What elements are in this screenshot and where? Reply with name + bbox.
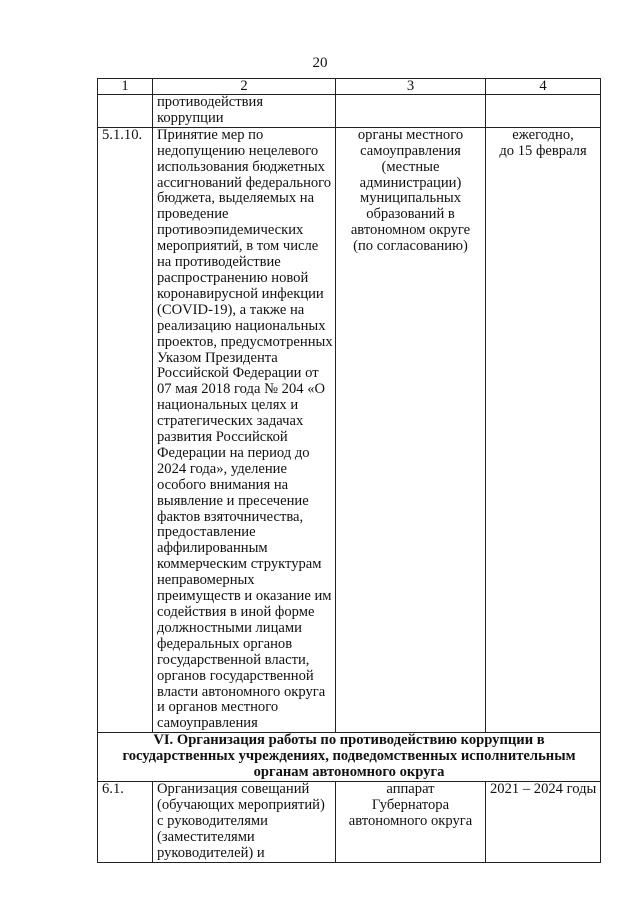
task-cell-line: распространению новой	[157, 269, 309, 286]
column-header: 2	[153, 79, 336, 95]
task-cell-line: фактов взяточничества,	[157, 508, 304, 525]
task-cell-line: коммерческим структурам	[157, 556, 322, 573]
section-heading-line: государственных учреждениях, подведомственных исполнительным	[122, 748, 576, 765]
task-cell-line: проведение	[157, 206, 229, 223]
task-cell-line: использования бюджетных	[157, 158, 325, 175]
task-cell-line: власти автономного округа	[157, 683, 326, 700]
section-heading-line: органам автономного округа	[253, 764, 445, 781]
table-header-row	[98, 79, 601, 95]
task-cell-line: Федерации на период до	[157, 444, 310, 461]
column-header: 1	[98, 79, 153, 95]
executor-cell-line: органы местного	[357, 127, 464, 143]
task-cell-line: Организация совещаний	[157, 781, 310, 797]
task-cell-line: (COVID-19), а также на	[157, 301, 305, 318]
task-cell-line: (обучающих мероприятий)	[157, 796, 325, 813]
column-header: 4	[486, 79, 601, 95]
executor-cell-line: (местные	[381, 158, 440, 175]
task-cell-line: (заместителями	[157, 828, 255, 845]
table-row	[98, 781, 601, 862]
deadline-cell-line: ежегодно,	[512, 127, 574, 143]
row-number	[98, 95, 153, 128]
task-cell-line: Российской Федерации от	[157, 365, 319, 382]
task-cell-line: реализацию национальных	[157, 317, 326, 334]
executor-cell-line: автономного округа	[348, 812, 473, 829]
task-cell-line: мероприятий, в том числе	[157, 238, 319, 255]
section-heading-line: VI. Организация работы по противодействию коррупции в	[153, 732, 545, 749]
task-cell-line: Указом Президента	[157, 349, 278, 366]
task-cell-line: ассигнований федерального	[157, 174, 332, 191]
task-cell	[153, 95, 336, 128]
task-cell-line: бюджета, выделяемых на	[157, 190, 315, 207]
executor-cell-line: образований в	[366, 206, 455, 223]
row-number: 5.1.10.	[98, 127, 153, 732]
column-header: 3	[336, 79, 486, 95]
executor-cell-line: аппарат	[386, 781, 435, 797]
executor-cell-line: самоуправления	[360, 142, 461, 159]
executor-cell-line: администрации)	[359, 174, 462, 191]
executor-cell-line: (по согласованию)	[353, 238, 468, 255]
table-row	[98, 95, 601, 128]
task-cell-line: органов государственной	[157, 667, 314, 684]
section-heading-row	[98, 733, 601, 782]
page-number: 20	[312, 55, 328, 71]
executor-cell	[336, 127, 486, 732]
task-cell-line: на противодействие	[157, 254, 281, 271]
task-cell-line: и органов местного	[157, 699, 279, 716]
task-cell-line: выявление и пресечение	[157, 492, 309, 509]
executor-cell-line: муниципальных	[359, 190, 462, 207]
task-cell-line: коррупции	[157, 109, 224, 126]
task-cell-line: противоэпидемических	[157, 222, 304, 239]
task-cell-line: 2024 года», уделение	[157, 460, 287, 477]
deadline-cell	[486, 127, 601, 732]
executor-cell	[336, 95, 486, 128]
task-cell-line: Принятие мер по	[157, 127, 264, 143]
task-cell-line: коронавирусной инфекции	[157, 285, 324, 302]
task-cell-line: государственной власти,	[157, 651, 310, 668]
task-cell-line: аффилированным	[157, 540, 268, 557]
task-cell-line: предоставление	[157, 524, 256, 541]
row-number: 6.1.	[98, 781, 153, 862]
task-cell-line: стратегических задачах	[157, 413, 304, 430]
task-cell-line: противодействия	[157, 94, 264, 110]
task-cell-line: недопущению нецелевого	[157, 142, 319, 159]
task-cell-line: проектов, предусмотренных	[157, 333, 333, 350]
table-row	[98, 127, 601, 732]
task-cell	[153, 781, 336, 862]
task-cell-line: содействия в иной форме	[157, 604, 315, 620]
task-cell-line: самоуправления	[157, 715, 258, 732]
deadline-cell-line: 2021 – 2024 годы	[490, 781, 597, 797]
executor-cell-line: Губернатора	[371, 796, 450, 813]
deadline-cell	[486, 781, 601, 862]
executor-cell	[336, 781, 486, 862]
task-cell-line: 07 мая 2018 года № 204 «О	[157, 381, 326, 398]
task-cell-line: должностными лицами	[157, 619, 302, 636]
task-cell-line: руководителей) и	[157, 844, 265, 861]
task-cell-line: преимуществ и оказание им	[157, 588, 332, 605]
task-cell-line: особого внимания на	[157, 476, 289, 493]
task-cell	[153, 127, 336, 732]
section-heading	[98, 733, 601, 782]
task-cell-line: федеральных органов	[157, 635, 293, 652]
measures-table	[97, 78, 601, 863]
deadline-cell	[486, 95, 601, 128]
task-cell-line: неправомерных	[157, 572, 255, 589]
executor-cell-line: автономном округе	[350, 222, 471, 239]
task-cell-line: развития Российской	[157, 429, 288, 446]
task-cell-line: национальных целях и	[157, 397, 299, 414]
deadline-cell-line: до 15 февраля	[499, 142, 587, 159]
task-cell-line: с руководителями	[157, 812, 268, 829]
